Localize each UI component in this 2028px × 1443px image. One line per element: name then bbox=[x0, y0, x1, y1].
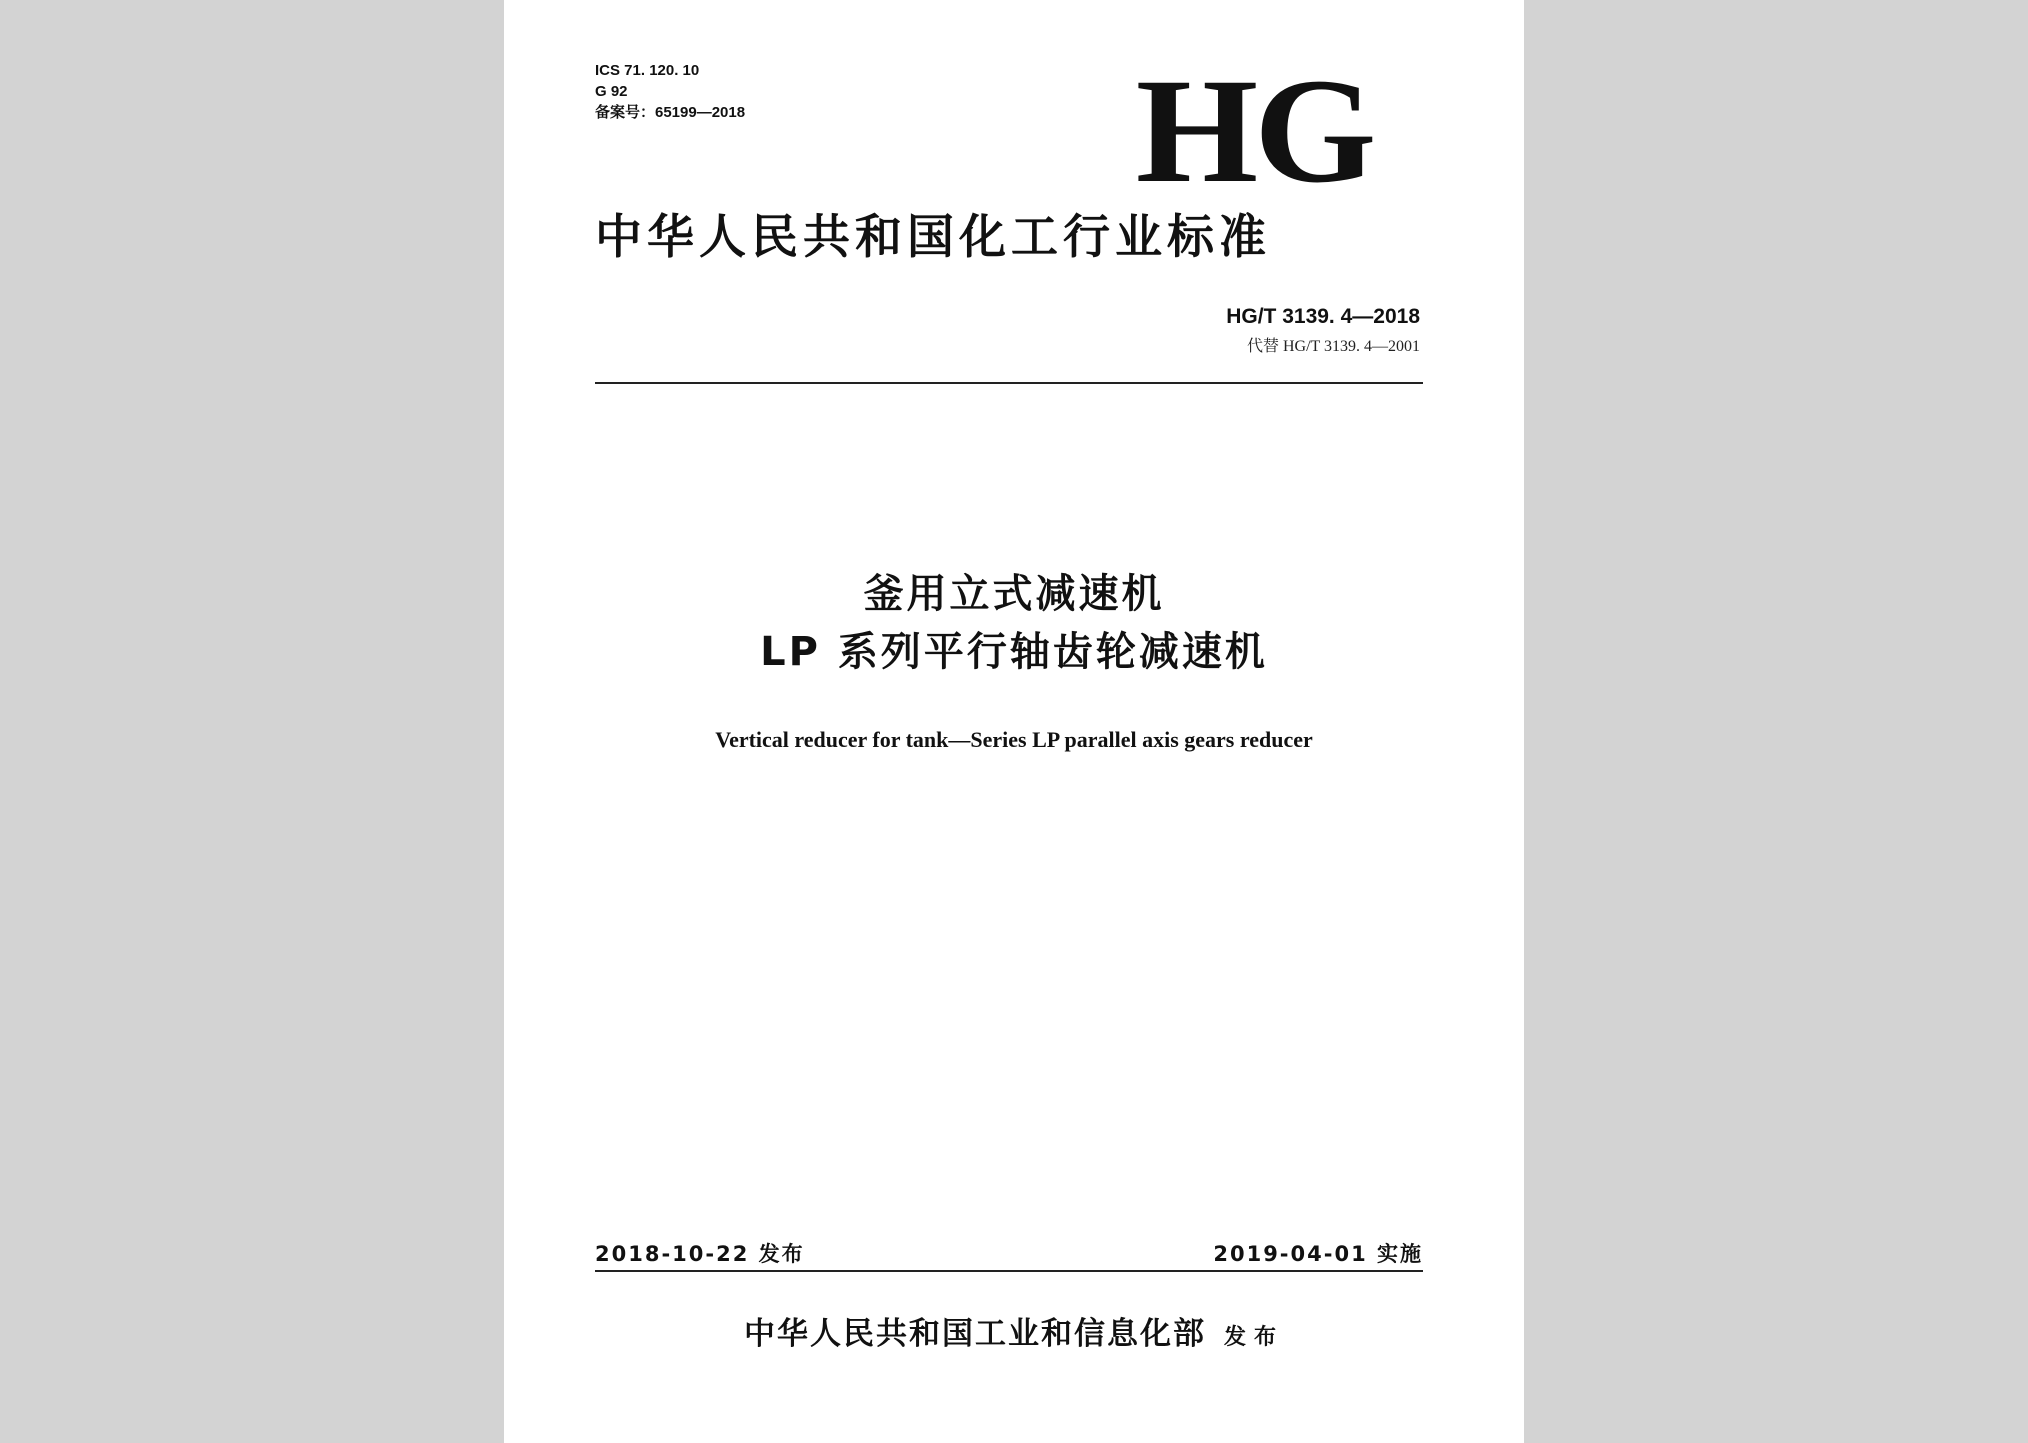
filing-number: 备案号：65199—2018 bbox=[595, 104, 746, 121]
chinese-title-line2: LP 系列平行轴齿轮减速机 bbox=[760, 629, 1268, 675]
document-page bbox=[504, 0, 1524, 1443]
publisher-name: 中华人民共和国工业和信息化部 bbox=[743, 1316, 1206, 1352]
standard-number: HG/T 3139. 4—2018 bbox=[1226, 305, 1420, 328]
date-row bbox=[595, 1239, 1423, 1269]
implementation-date: 2019-04-01 实施 bbox=[1213, 1242, 1423, 1266]
chinese-title-line1: 釜用立式减速机 bbox=[863, 571, 1165, 617]
english-title: Vertical reducer for tank—Series LP parallel axis gears reducer bbox=[715, 727, 1313, 752]
bottom-divider bbox=[595, 1270, 1423, 1272]
hg-logo: HG bbox=[1135, 48, 1372, 214]
top-divider bbox=[595, 382, 1423, 384]
publisher bbox=[504, 1314, 1524, 1358]
standard-metadata bbox=[595, 60, 745, 123]
replaces-standard: 代替 HG/T 3139. 4—2001 bbox=[1246, 338, 1420, 355]
issue-date: 2018-10-22 发布 bbox=[595, 1242, 805, 1266]
publisher-suffix: 发布 bbox=[1223, 1325, 1284, 1350]
ics-code: ICS 71. 120. 10 bbox=[595, 62, 700, 79]
standard-title: 中华人民共和国化工行业标准 bbox=[595, 210, 1271, 265]
classification-code: G 92 bbox=[595, 83, 628, 100]
